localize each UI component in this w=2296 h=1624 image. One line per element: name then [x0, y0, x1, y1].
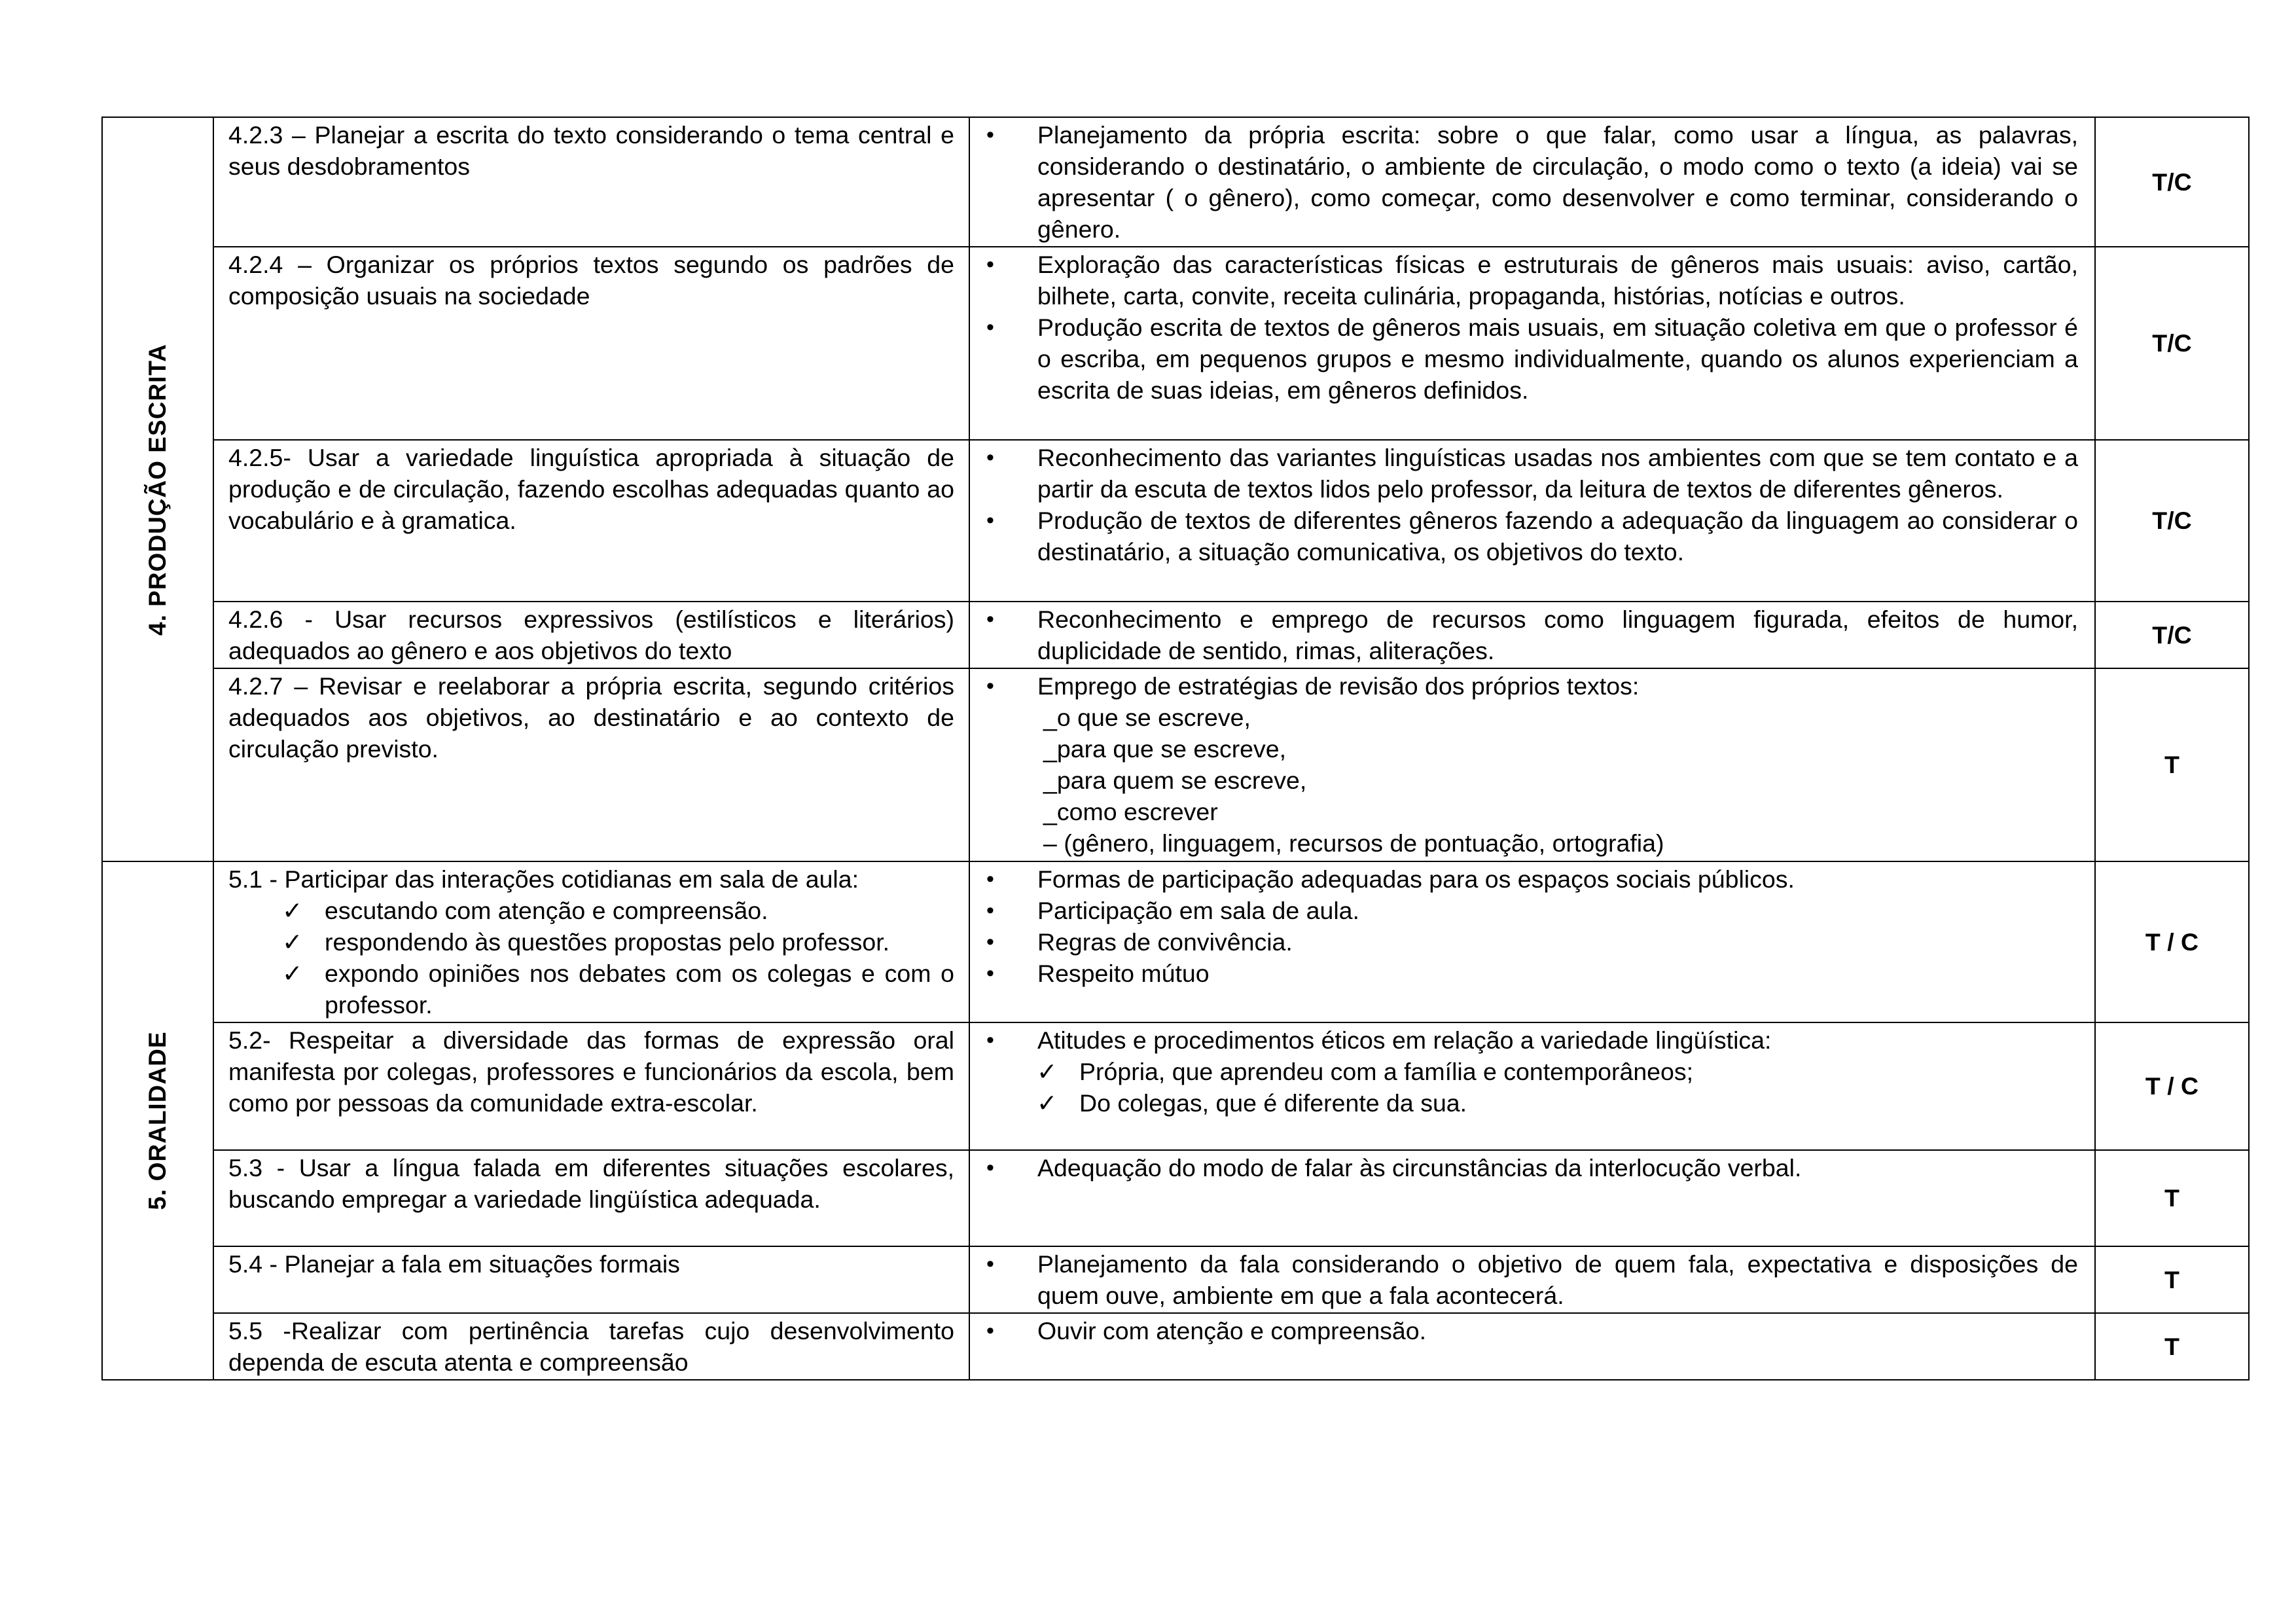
objective-cell: 4.2.7 – Revisar e reelaborar a própria escrita, segundo critérios adequados aos objetivos, ao destinatário e ao contexto de circulação previsto.	[213, 668, 969, 861]
table-row	[102, 117, 2249, 247]
list-item: • Planejamento da fala considerando o objetivo de quem fala, expectativa e disposições de quem ouve, ambiente em que a fala acontecerá.	[983, 1248, 2078, 1311]
checkmark-icon: ✓	[1037, 1058, 1058, 1085]
content-cell	[969, 861, 2095, 1022]
list-item: • Planejamento da própria escrita: sobre o que falar, como usar a língua, as palavras, considerando o destinatário, o ambiente de circulação, o modo como o texto (a ideia) vai se apresentar ( o gênero), como começar, como desenvolver e como terminar, considerando o gênero.	[983, 119, 2078, 245]
level-cell: T	[2095, 1150, 2249, 1246]
list-item: ✓ escutando com atenção e compreensão.	[228, 895, 954, 926]
list-item: • Participação em sala de aula.	[983, 895, 2078, 926]
objective-cell: 5.4 - Planejar a fala em situações formais	[213, 1246, 969, 1313]
section-cell	[102, 861, 213, 1380]
objective-cell: 5.5 -Realizar com pertinência tarefas cujo desenvolvimento dependa de escuta atenta e compreensão	[213, 1313, 969, 1380]
revision-line: _para que se escreve,	[1043, 735, 1287, 763]
content-cell	[969, 668, 2095, 861]
objective-cell: 4.2.6 - Usar recursos expressivos (estilísticos e literários) adequados ao gênero e aos objetivos do texto	[213, 602, 969, 668]
list-item: • Ouvir com atenção e compreensão.	[983, 1315, 2078, 1346]
checkmark-icon: ✓	[282, 897, 303, 924]
list-item: • Exploração das características físicas e estruturais de gêneros mais usuais: aviso, cartão, bilhete, carta, convite, receita culinária, propaganda, histórias, notícias e outros.	[983, 249, 2078, 312]
list-item: • Regras de convivência.	[983, 926, 2078, 958]
content-cell	[969, 117, 2095, 247]
section-label: 4. PRODUÇÃO ESCRITA	[144, 343, 171, 636]
table-row	[102, 247, 2249, 440]
revision-line: – (gênero, linguagem, recursos de pontuação, ortografia)	[1043, 829, 1664, 857]
content-cell	[969, 247, 2095, 440]
section-cell	[102, 117, 213, 861]
section-label: 5. ORALIDADE	[144, 1031, 171, 1210]
revision-line: _como escrever	[1043, 798, 1218, 825]
curriculum-table	[101, 117, 2250, 1380]
objective-cell: 5.2- Respeitar a diversidade das formas de expressão oral manifesta por colegas, professores e funcionários da escola, bem como por pessoas da comunidade extra-escolar.	[213, 1022, 969, 1150]
level-cell: T/C	[2095, 440, 2249, 602]
objective-cell: 5.3 - Usar a língua falada em diferentes situações escolares, buscando empregar a variedade lingüística adequada.	[213, 1150, 969, 1246]
list-item: ✓ Do colegas, que é diferente da sua.	[983, 1087, 2078, 1119]
level-cell: T/C	[2095, 117, 2249, 247]
table-row	[102, 440, 2249, 602]
table-row	[102, 1150, 2249, 1246]
list-item: • Atitudes e procedimentos éticos em relação a variedade lingüística:	[983, 1024, 2078, 1056]
list-item: ✓ respondendo às questões propostas pelo professor.	[228, 926, 954, 958]
list-item: • Adequação do modo de falar às circunstâncias da interlocução verbal.	[983, 1152, 2078, 1183]
content-cell	[969, 1150, 2095, 1246]
list-item: • Emprego de estratégias de revisão dos próprios textos:	[983, 670, 2078, 702]
level-cell: T	[2095, 1313, 2249, 1380]
level-cell: T	[2095, 668, 2249, 861]
objective-cell: 4.2.5- Usar a variedade linguística apropriada à situação de produção e de circulação, fazendo escolhas adequadas quanto ao vocabulário e à gramatica.	[213, 440, 969, 602]
revision-line: _para quem se escreve,	[1043, 767, 1307, 794]
level-cell: T / C	[2095, 1022, 2249, 1150]
checkmark-icon: ✓	[1037, 1089, 1058, 1117]
level-cell: T / C	[2095, 861, 2249, 1022]
level-cell: T/C	[2095, 247, 2249, 440]
objective-cell: 4.2.4 – Organizar os próprios textos segundo os padrões de composição usuais na sociedade	[213, 247, 969, 440]
content-cell	[969, 1246, 2095, 1313]
list-item: • Produção escrita de textos de gêneros mais usuais, em situação coletiva em que o professor é o escriba, em pequenos grupos e mesmo individualmente, quando os alunos experienciam a escrita de suas ideias, em gêneros definidos.	[983, 312, 2078, 406]
checkmark-icon: ✓	[282, 928, 303, 956]
list-item: • Produção de textos de diferentes gêneros fazendo a adequação da linguagem ao considerar o destinatário, a situação comunicativa, os objetivos do texto.	[983, 505, 2078, 568]
level-cell: T/C	[2095, 602, 2249, 668]
revision-line: _o que se escreve,	[1043, 704, 1251, 731]
table-row	[102, 1022, 2249, 1150]
table-row	[102, 861, 2249, 1022]
content-cell	[969, 1022, 2095, 1150]
table-row	[102, 1313, 2249, 1380]
checkmark-icon: ✓	[282, 960, 303, 987]
objective-cell	[213, 861, 969, 1022]
document-page	[101, 117, 2248, 1380]
objective-cell: 4.2.3 – Planejar a escrita do texto considerando o tema central e seus desdobramentos	[213, 117, 969, 247]
objective-text: 5.1 - Participar das interações cotidianas em sala de aula:	[228, 865, 859, 893]
list-item: • Formas de participação adequadas para os espaços sociais públicos.	[983, 863, 2078, 895]
list-item: ✓ Própria, que aprendeu com a família e contemporâneos;	[983, 1056, 2078, 1087]
list-item: • Reconhecimento e emprego de recursos como linguagem figurada, efeitos de humor, duplicidade de sentido, rimas, aliterações.	[983, 604, 2078, 666]
content-cell	[969, 1313, 2095, 1380]
list-item: ✓ expondo opiniões nos debates com os colegas e com o professor.	[228, 958, 954, 1020]
content-cell	[969, 440, 2095, 602]
list-item: • Respeito mútuo	[983, 958, 2078, 989]
table-row	[102, 1246, 2249, 1313]
table-row	[102, 602, 2249, 668]
table-row	[102, 668, 2249, 861]
list-item: • Reconhecimento das variantes linguísticas usadas nos ambientes com que se tem contato e a partir da escuta de textos lidos pelo professor, da leitura de textos de diferentes gêneros.	[983, 442, 2078, 505]
level-cell: T	[2095, 1246, 2249, 1313]
content-cell	[969, 602, 2095, 668]
